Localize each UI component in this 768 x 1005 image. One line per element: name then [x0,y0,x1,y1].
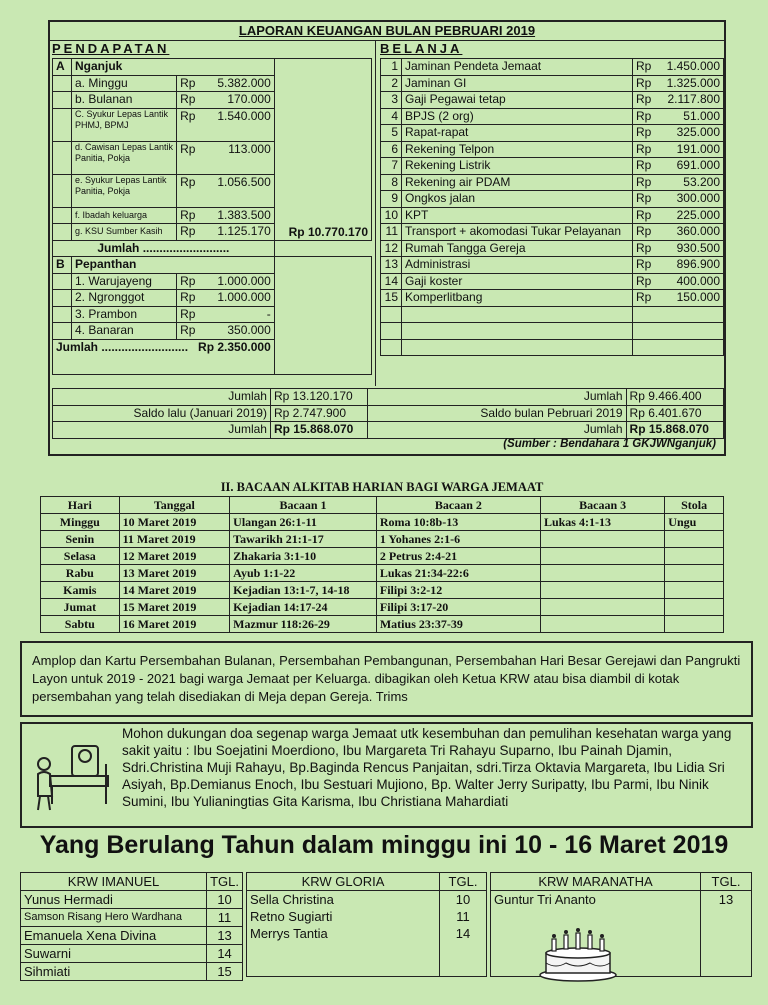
krw-maranatha-tgl-header: TGL. [701,873,752,891]
expense-label: Rekening Telpon [402,141,633,158]
expense-rp: Rp [636,108,652,123]
bible-cell [665,531,724,548]
bible-cell [665,599,724,616]
list-item [21,909,243,927]
group-b-total-label: Jumlah .......................... [56,339,189,354]
expense-no: 8 [381,174,402,191]
expense-label: Administrasi [402,257,633,274]
group-b-total [274,257,371,375]
bible-cell: Tawarikh 21:1-17 [230,531,377,548]
birthday-name: Emanuela Xena Divina [21,927,207,945]
income-item-sub: Panitia, Pokja [75,152,131,163]
income-item-rp: Rp [180,323,196,338]
bible-cell: 10 Maret 2019 [119,514,230,531]
birthday-date: 10 [207,891,243,909]
table-row [41,531,724,548]
bible-header: Bacaan 2 [376,497,540,514]
income-item-value: 1.540.000 [217,108,271,123]
bible-cell: 12 Maret 2019 [119,548,230,565]
summary-left-value: Rp 13.120.170 [270,389,367,406]
krw-gloria-tgl-header: TGL. [440,873,487,891]
expense-value: 225.000 [676,207,720,222]
birthday-name: Guntur Tri Ananto [491,891,701,909]
bible-cell: Filipi 3:2-12 [376,582,540,599]
expense-value: 325.000 [676,125,720,140]
birthday-cake-icon [536,925,620,983]
bible-cell: Kejadian 13:1-7, 14-18 [230,582,377,599]
group-b-code: B [53,257,72,274]
birthday-date: 14 [440,925,487,942]
income-item-rp: Rp [180,108,196,123]
income-item-value: 1.125.170 [217,224,271,239]
expense-label: Gaji Pegawai tetap [402,92,633,109]
bible-cell: Matius 23:37-39 [376,616,540,633]
birthday-name: Retno Sugiarti [247,908,440,925]
expense-no: 13 [381,257,402,274]
bible-cell [665,582,724,599]
expense-value: 930.500 [676,240,720,255]
krw-imanuel-tgl-header: TGL. [207,873,243,891]
bible-header: Bacaan 1 [230,497,377,514]
bible-cell: Kejadian 14:17-24 [230,599,377,616]
income-item-label: a. Minggu [72,75,177,92]
bible-cell: 13 Maret 2019 [119,565,230,582]
prayer-request-box [20,722,753,828]
expense-rp: Rp [636,240,652,255]
income-item-label: 3. Prambon [72,306,177,323]
expense-no: 15 [381,290,402,307]
income-item-value: 1.000.000 [217,290,271,305]
expense-value: 2.117.800 [667,92,720,107]
expense-value: 360.000 [676,224,720,239]
krw-maranatha-table [490,872,752,977]
group-a-name: Nganjuk [72,59,275,76]
group-a-code: A [53,59,72,76]
krw-imanuel-table [20,872,243,981]
income-item-value: 1.056.500 [217,174,271,189]
bible-cell: 15 Maret 2019 [119,599,230,616]
expense-label: Rapat-rapat [402,125,633,142]
summary-left-value: Rp 15.868.070 [270,422,367,439]
group-b-total-value: Rp 2.350.000 [198,339,271,354]
bible-header: Tanggal [119,497,230,514]
income-item-label: d. Cawisan Lepas Lantik [75,141,174,152]
expense-rp: Rp [636,59,652,74]
expense-rp: Rp [636,191,652,206]
expense-rp: Rp [636,125,652,140]
table-row [41,616,724,633]
bible-cell: Roma 10:8b-13 [376,514,540,531]
expense-value: 51.000 [683,108,720,123]
bible-reading-title: II. BACAAN ALKITAB HARIAN BAGI WARGA JEMAAT [220,480,544,494]
birthday-name: Suwarni [21,945,207,963]
birthday-name: Yunus Hermadi [21,891,207,909]
bible-cell [665,565,724,582]
expense-label: KPT [402,207,633,224]
expense-rp: Rp [636,141,652,156]
expense-label: Jaminan GI [402,75,633,92]
income-item-label: 4. Banaran [72,323,177,340]
bible-cell [540,565,664,582]
birthday-date: 13 [701,891,752,909]
expense-rp: Rp [636,174,652,189]
column-divider [375,40,376,386]
finance-title: LAPORAN KEUANGAN BULAN PEBRUARI 2019 [50,22,724,41]
group-a-total-label: Jumlah .......................... [53,240,275,257]
bible-cell: Lukas 4:1-13 [540,514,664,531]
table-row [41,514,724,531]
birthday-date: 10 [440,891,487,909]
expense-value: 300.000 [676,191,720,206]
list-item [21,963,243,981]
bible-cell: Zhakaria 3:1-10 [230,548,377,565]
expense-no: 10 [381,207,402,224]
income-item-rp: Rp [180,174,196,189]
summary-right-value: Rp 6.401.670 [626,405,723,422]
expense-label: BPJS (2 org) [402,108,633,125]
krw-gloria-table [246,872,487,977]
bible-header: Stola [665,497,724,514]
income-item-label: e. Syukur Lepas Lantik [75,174,167,185]
birthday-date: 15 [207,963,243,981]
income-item-label: g. KSU Sumber Kasih [72,224,177,241]
bible-cell [540,548,664,565]
table-row [41,582,724,599]
bible-cell: 2 Petrus 2:4-21 [376,548,540,565]
summary-left-label: Jumlah [53,422,271,439]
source-note: (Sumber : Bendahara 1 GKJWNganjuk) [503,438,716,450]
income-item-rp: Rp [180,290,196,305]
bible-cell: 11 Maret 2019 [119,531,230,548]
expense-no: 7 [381,158,402,175]
expense-label: Rekening air PDAM [402,174,633,191]
income-item-sub: Panitia, Pokja [75,185,131,196]
table-row [41,565,724,582]
expense-label: Rekening Listrik [402,158,633,175]
bible-cell: Ungu [665,514,724,531]
expense-no: 2 [381,75,402,92]
summary-right-label: Saldo bulan Pebruari 2019 [368,405,626,422]
income-item-sub: PHMJ, BPMJ [75,119,129,130]
bible-cell: Selasa [41,548,120,565]
expense-no: 11 [381,224,402,241]
expense-value: 1.325.000 [666,75,720,90]
expense-no: 5 [381,125,402,142]
bible-cell: Ayub 1:1-22 [230,565,377,582]
bible-cell: 1 Yohanes 2:1-6 [376,531,540,548]
expense-value: 53.200 [683,174,720,189]
income-item-value: 5.382.000 [217,75,271,90]
expense-label: Rumah Tangga Gereja [402,240,633,257]
expense-rp: Rp [636,273,652,288]
birthday-name: Sihmiati [21,963,207,981]
bible-cell: Jumat [41,599,120,616]
bible-cell [540,599,664,616]
expense-label: Ongkos jalan [402,191,633,208]
birthday-title: Yang Berulang Tahun dalam minggu ini 10 - 16 Maret 2019 [39,831,729,859]
income-item-rp: Rp [180,224,196,239]
income-table [52,58,372,375]
expense-label: Komperlitbang [402,290,633,307]
expense-value: 400.000 [676,273,720,288]
list-item [21,891,243,909]
expense-rp: Rp [636,257,652,272]
income-item-rp: Rp [180,207,196,222]
expense-value: 1.450.000 [666,59,720,74]
income-item-label: f. Ibadah keluarga [72,207,177,224]
bible-cell [540,531,664,548]
bible-cell [665,548,724,565]
bible-reading-table [40,496,724,633]
income-item-value: 113.000 [228,141,271,156]
summary-left-value: Rp 2.747.900 [270,405,367,422]
table-row [41,599,724,616]
offering-envelope-notice: Amplop dan Kartu Persembahan Bulanan, Persembahan Pembangunan, Persembahan Hari Besar Gerejawi dan Pangrukti Layon untuk 2019 - 2021 bagi warga Jemaat per Keluarga. dibagikan oleh Ketua KRW atau bisa diambil di kotak persembahan yang telah disediakan di Meja depan Gereja. Trims [20,641,753,717]
group-b-name: Pepanthan [72,257,275,274]
income-item-value: 170.000 [227,92,271,107]
bible-cell: Kamis [41,582,120,599]
bible-cell: Minggu [41,514,120,531]
bible-cell: 14 Maret 2019 [119,582,230,599]
expense-rp: Rp [636,207,652,222]
income-item-value: 1.000.000 [217,273,271,288]
income-item-rp: Rp [180,75,196,90]
summary-table [52,388,724,439]
summary-right-value: Rp 9.466.400 [626,389,723,406]
expense-table [380,58,724,356]
expense-no: 14 [381,273,402,290]
income-item-value: 350.000 [227,323,271,338]
finance-report [48,20,726,456]
birthday-name: Sella Christina [247,891,440,909]
expense-no: 4 [381,108,402,125]
krw-imanuel-header: KRW IMANUEL [21,873,207,891]
bible-cell: 16 Maret 2019 [119,616,230,633]
expense-value: 150.000 [676,290,720,305]
bible-cell: Senin [41,531,120,548]
expense-label: Gaji koster [402,273,633,290]
expense-label: Jaminan Pendeta Jemaat [402,59,633,76]
expense-no: 9 [381,191,402,208]
bible-header: Hari [41,497,120,514]
income-item-label: C. Syukur Lepas Lantik [75,108,169,119]
bible-cell: Sabtu [41,616,120,633]
krw-maranatha-header: KRW MARANATHA [491,873,701,891]
bible-cell [665,616,724,633]
birthday-name: Samson Risang Hero Wardhana [21,909,207,927]
expense-no: 3 [381,92,402,109]
table-row [41,548,724,565]
income-header: PENDAPATAN [52,41,170,56]
expense-rp: Rp [636,158,652,173]
expense-no: 1 [381,59,402,76]
birthday-date: 11 [440,908,487,925]
income-item-value: 1.383.500 [217,207,271,222]
birthday-date: 14 [207,945,243,963]
expense-rp: Rp [636,224,652,239]
expense-header: BELANJA [380,41,463,56]
income-item-rp: Rp [180,141,196,156]
krw-gloria-header: KRW GLORIA [247,873,440,891]
bible-cell: Rabu [41,565,120,582]
summary-right-value: Rp 15.868.070 [626,422,723,439]
income-item-label: 1. Warujayeng [72,273,177,290]
bible-cell: Filipi 3:17-20 [376,599,540,616]
list-item [21,927,243,945]
expense-no: 6 [381,141,402,158]
list-item [491,891,752,909]
bible-cell [540,582,664,599]
summary-left-label: Jumlah [53,389,271,406]
bible-cell: Lukas 21:34-22:6 [376,565,540,582]
expense-value: 896.900 [676,257,720,272]
expense-rp: Rp [636,75,652,90]
summary-right-label: Jumlah [368,422,626,439]
summary-right-label: Jumlah [368,389,626,406]
income-item-rp: Rp [180,306,196,321]
birthday-name: Merrys Tantia [247,925,440,942]
bible-cell [540,616,664,633]
birthday-date: 13 [207,927,243,945]
income-item-rp: Rp [180,273,196,288]
prayer-request-text: Mohon dukungan doa segenap warga Jemaat utk kesembuhan dan pemulihan kesehatan warga yang sakit yaitu : Ibu Soejatini Moerdiono, Ibu Margareta Tri Rahayu Suparno, Ibu Painah Djamin, Sdri.Christina Muji Rahayu, Bp.Baginda Rencus Panjaitan, sdri.Tirza Oktavia Margareta, Ibu Lidia Sri Asiyah, Bp.Demianus Enoch, Ibu Sestuari Mujiono, Bp. Walter Jerry Suripatty, Ibu Parmi, Ibu Ninik Sumini, Ibu Yulianingtias Gita Karisma, Ibu Christiana Mahardiati [122,726,732,809]
expense-rp: Rp [636,92,652,107]
income-item-value: - [266,306,271,321]
expense-value: 191.000 [676,141,720,156]
list-item [247,925,487,942]
bible-cell: Ulangan 26:1-11 [230,514,377,531]
list-item [247,891,487,909]
income-item-rp: Rp [180,92,196,107]
income-item-label: 2. Ngronggot [72,290,177,307]
sick-person-illustration-icon [32,734,114,814]
expense-rp: Rp [636,290,652,305]
expense-label: Transport + akomodasi Tukar Pelayanan [402,224,633,241]
group-a-total: Rp 10.770.170 [274,59,371,241]
income-item-label: b. Bulanan [72,92,177,109]
summary-left-label: Saldo lalu (Januari 2019) [53,405,271,422]
bible-header: Bacaan 3 [540,497,664,514]
list-item [247,908,487,925]
birthday-date: 11 [207,909,243,927]
list-item [21,945,243,963]
expense-value: 691.000 [676,158,720,173]
expense-no: 12 [381,240,402,257]
bible-cell: Mazmur 118:26-29 [230,616,377,633]
